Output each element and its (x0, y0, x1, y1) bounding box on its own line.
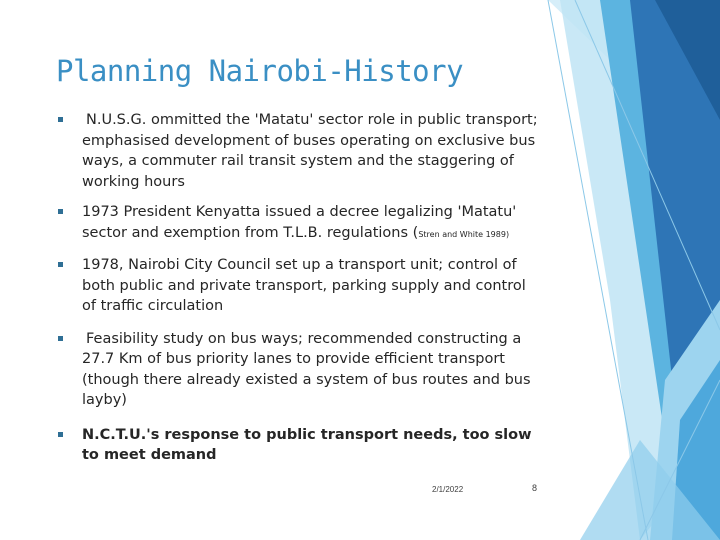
bullet-item (58, 329, 538, 411)
bullet-text: 1978, Nairobi City Council set up a transport unit; control of both public and private transport, parking supply and control of traffic circulation (82, 257, 526, 314)
square-bullet-icon (58, 336, 63, 341)
footer-date: 2/1/2022 (432, 485, 464, 494)
bullet-list (58, 110, 538, 466)
bullet-item (58, 202, 538, 243)
square-bullet-icon (58, 262, 63, 267)
square-bullet-icon (58, 209, 63, 214)
square-bullet-icon (58, 432, 63, 437)
slide-title: Planning Nairobi-History (56, 54, 464, 88)
bullet-item (58, 110, 538, 192)
bullet-item (58, 425, 538, 466)
bullet-text: N.U.S.G. ommitted the 'Matatu' sector role in public transport; emphasised development of buses operating on exclusive bus ways, a commuter rail transit system and the staggering of working hours (82, 112, 538, 190)
page-number: 8 (532, 483, 538, 493)
bullet-citation: Stren and White 1989) (418, 229, 510, 239)
square-bullet-icon (58, 117, 63, 122)
bullet-text: Feasibility study on bus ways; recommended constructing a 27.7 Km of bus priority lanes to provide efficient transport (though there already existed a system of bus routes and bus layby) (82, 330, 531, 408)
bullet-text: 1973 President Kenyatta issued a decree legalizing 'Matatu' sector and exemption from T.L.B. regulations ( (82, 204, 517, 241)
bullet-text: N.C.T.U.'s response to public transport needs, too slow to meet demand (82, 426, 532, 463)
bullet-item (58, 255, 538, 317)
